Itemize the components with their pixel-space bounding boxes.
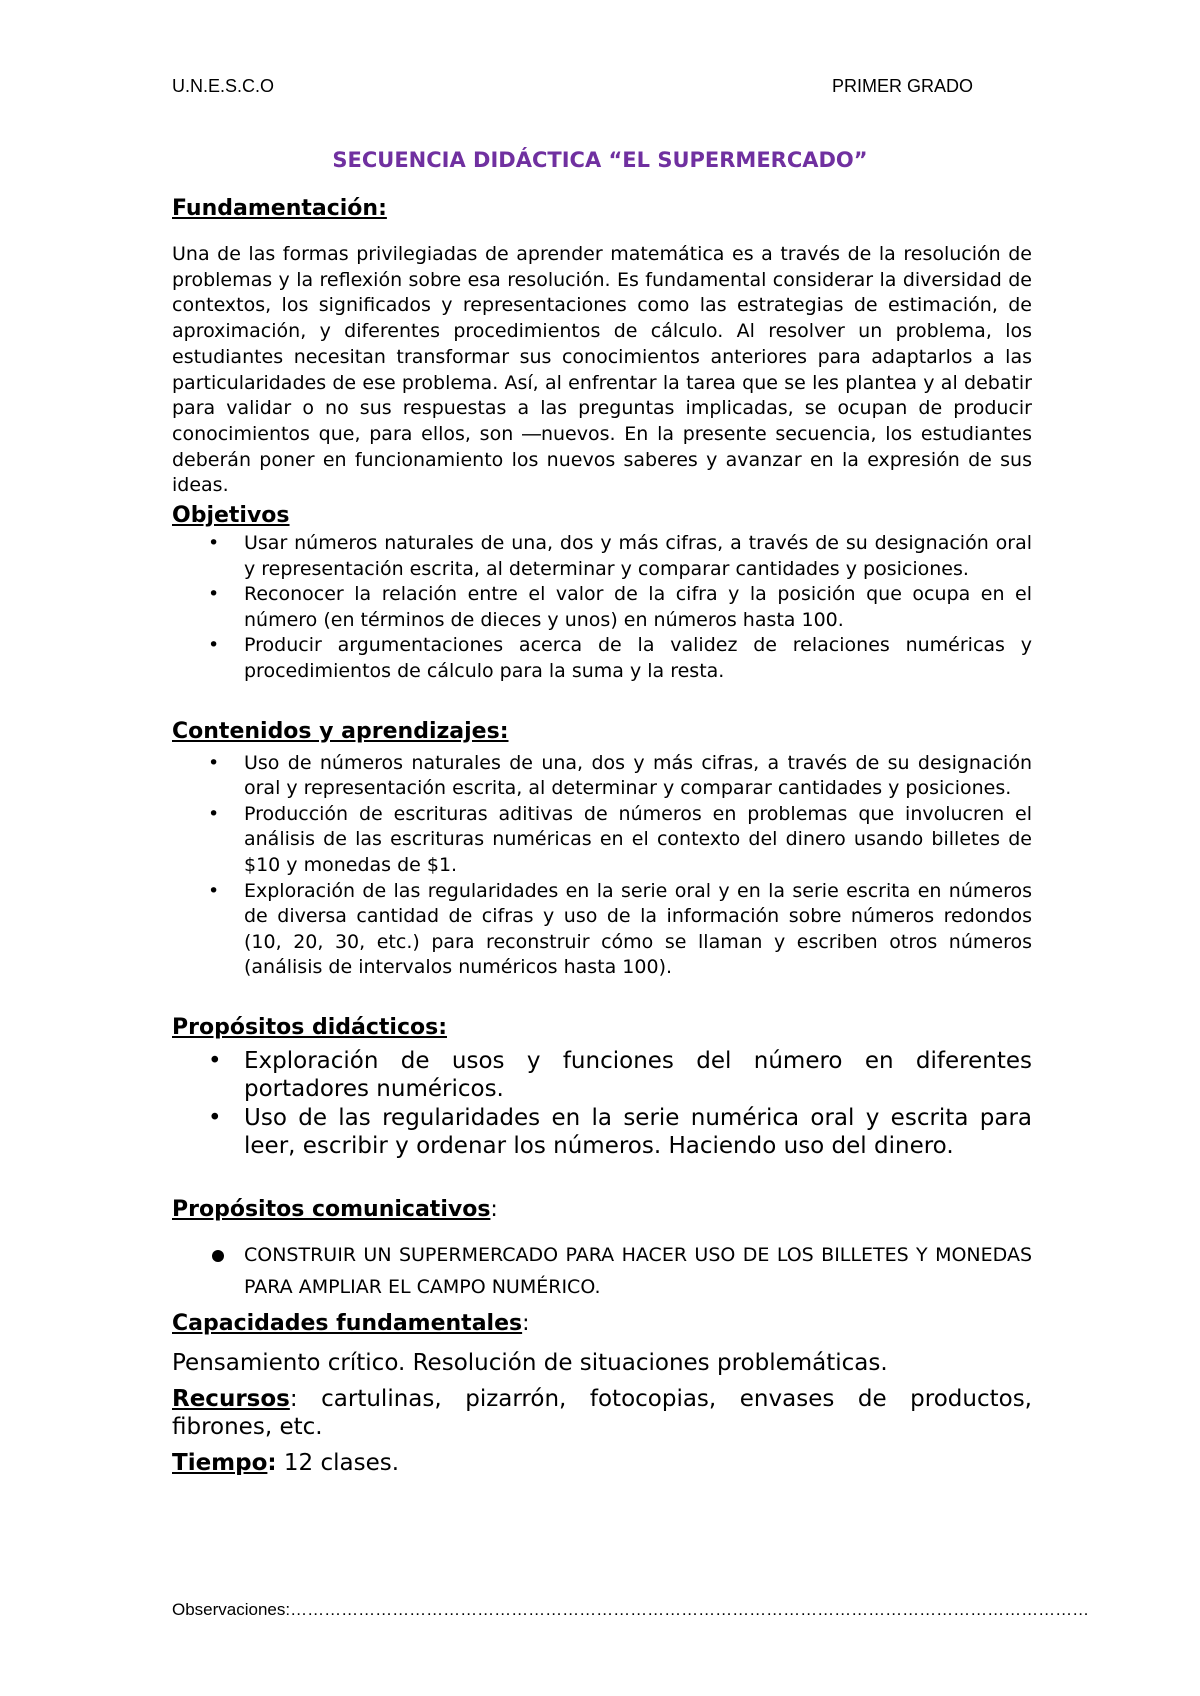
heading-fundamentacion: Fundamentación: (172, 196, 387, 221)
fundamentacion-text: Una de las formas privilegiadas de aprender matemática es a través de la resolución de problemas y la reflexión sobre esa resolución. Es fundamental considerar la diversidad de contextos, los significados y representaciones como las estrategias de estimación, de aproximación, y diferentes procedimientos de cálculo. Al resolver un problema, los estudiantes necesitan transformar sus conocimientos anteriores para adaptarlos a las particularidades de ese problema. Así, al enfrentar la tarea que se les plantea y al debatir para validar o no sus respuestas a las preguntas implicadas, se ocupan de producir conocimientos que, para ellos, son ―nuevos. En la presente secuencia, los estudiantes deberán poner en funcionamiento los nuevos saberes y avanzar en la expresión de sus ideas. (172, 243, 1032, 497)
list-item: • Exploración de usos y funciones del número en diferentes portadores numéricos. (208, 1047, 1032, 1103)
heading-contenidos: Contenidos y aprendizajes: (172, 718, 509, 744)
bullet-icon: • (208, 879, 220, 902)
heading-propositos-didacticos: Propósitos didácticos: (172, 1014, 447, 1040)
list-item: • Producir argumentaciones acerca de la validez de relaciones numéricas y procedimientos de cálculo para la suma y la resta. (208, 634, 1032, 682)
list-item: • Uso de números naturales de una, dos y más cifras, a través de su designación oral y representación escrita, al determinar y comparar cantidades y posiciones. (208, 751, 1032, 800)
observaciones-line: Observaciones:…………………………………………………………………………………………………………………………… (172, 1600, 1090, 1619)
bullet-icon: • (208, 634, 220, 657)
capacidades-text: Pensamiento crítico. Resolución de situaciones problemáticas. (172, 1349, 888, 1376)
bullet-icon: • (208, 1047, 222, 1074)
bullet-icon: • (208, 802, 220, 825)
heading-propositos-comunicativos: Propósitos comunicativos: (172, 1196, 498, 1222)
header-left: U.N.E.S.C.O (172, 76, 275, 96)
header-right: PRIMER GRADO (832, 76, 974, 96)
bullet-icon: • (208, 532, 220, 555)
propositos-didacticos-list (172, 1047, 1032, 1161)
heading-capacidades: Capacidades fundamentales: (172, 1310, 530, 1336)
list-item: • Usar números naturales de una, dos y más cifras, a través de su designación oral y representación escrita, al determinar y comparar cantidades y posiciones. (208, 532, 1032, 580)
contenidos-list (172, 751, 1032, 981)
list-item: CONSTRUIR UN SUPERMERCADO PARA HACER USO DE LOS BILLETES Y MONEDAS PARA AMPLIAR EL CAMPO NUMÉRICO. (172, 1239, 1032, 1303)
heading-objetivos: Objetivos (172, 503, 290, 529)
list-item: • Reconocer la relación entre el valor de la cifra y la posición que ocupa en el número (en términos de dieces y unos) en números hasta 100. (208, 583, 1032, 631)
bullet-icon: • (208, 751, 220, 774)
list-item: • Exploración de las regularidades en la serie oral y en la serie escrita en números de diversa cantidad de cifras y uso de la información sobre números redondos (10, 20, 30, etc.) para reconstruir cómo se llaman y escriben otros números (análisis de intervalos numéricos hasta 100). (208, 879, 1032, 979)
bullet-icon (212, 1250, 224, 1262)
bullet-icon: • (208, 583, 220, 606)
list-item: • Uso de las regularidades en la serie numérica oral y escrita para leer, escribir y ordenar los números. Haciendo uso del dinero. (208, 1104, 1032, 1160)
bullet-icon: • (208, 1104, 222, 1131)
recursos-line: Recursos: cartulinas, pizarrón, fotocopias, envases de productos, fibrones, etc. (172, 1385, 1032, 1440)
list-item: • Producción de escrituras aditivas de números en problemas que involucren el análisis de las escrituras numéricas en el contexto del dinero usando billetes de $10 y monedas de $1. (208, 802, 1032, 876)
objetivos-list (172, 531, 1032, 685)
document-title: SECUENCIA DIDÁCTICA “EL SUPERMERCADO” (332, 148, 868, 172)
tiempo-line: Tiempo: 12 clases. (172, 1449, 400, 1476)
document-body (172, 196, 1032, 1477)
